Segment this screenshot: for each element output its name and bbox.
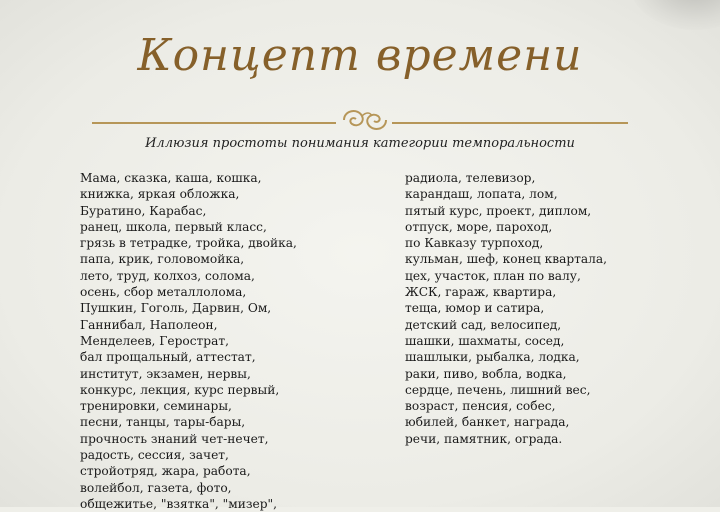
poem-line: стройотряд, жара, работа, bbox=[80, 464, 251, 479]
poem-line: шашки, шахматы, сосед, bbox=[405, 333, 565, 348]
poem-line: институт, экзамен, нервы, bbox=[80, 366, 251, 381]
divider-right bbox=[392, 122, 628, 124]
poem-line: Пушкин, Гоголь, Дарвин, Ом, bbox=[80, 301, 272, 316]
divider-left bbox=[92, 122, 336, 124]
poem-line: юбилей, банкет, награда, bbox=[405, 415, 570, 430]
poem-line: Буратино, Карабас, bbox=[80, 203, 207, 218]
poem-line: папа, крик, головомойка, bbox=[80, 252, 245, 267]
poem-line: книжка, яркая обложка, bbox=[80, 187, 240, 202]
poem-line: по Кавказу турпоход, bbox=[405, 236, 544, 251]
right-column-poem bbox=[405, 170, 607, 447]
poem-line: общежитье, "взятка", "мизер", bbox=[80, 496, 278, 511]
poem-line: ранец, школа, первый класс, bbox=[80, 219, 267, 234]
poem-line: возраст, пенсия, собес, bbox=[405, 399, 556, 414]
poem-line: карандаш, лопата, лом, bbox=[405, 187, 558, 202]
poem-line: радиола, телевизор, bbox=[405, 171, 536, 185]
poem-line: кульман, шеф, конец квартала, bbox=[405, 252, 608, 267]
poem-line: конкурс, лекция, курс первый, bbox=[80, 382, 280, 397]
poem-line: речи, памятник, ограда. bbox=[405, 431, 563, 446]
poem-line: лето, труд, колхоз, солома, bbox=[80, 268, 255, 283]
slide-subtitle: Иллюзия простоты понимания категории темпоральности bbox=[145, 136, 575, 151]
poem-line: отпуск, море, пароход, bbox=[405, 219, 553, 234]
poem-line: песни, танцы, тары-бары, bbox=[80, 415, 246, 430]
poem-line: теща, юмор и сатира, bbox=[405, 301, 545, 316]
poem-line: детский сад, велосипед, bbox=[405, 317, 562, 332]
poem-line: волейбол, газета, фото, bbox=[80, 480, 232, 495]
poem-line: Менделеев, Герострат, bbox=[80, 333, 229, 348]
poem-line: сердце, печень, лишний вес, bbox=[405, 382, 591, 397]
poem-line: Мама, сказка, каша, кошка, bbox=[80, 171, 262, 185]
scroll-ornament-icon bbox=[338, 104, 392, 134]
poem-line: пятый курс, проект, диплом, bbox=[405, 203, 592, 218]
poem-line: бал прощальный, аттестат, bbox=[80, 350, 256, 365]
left-column-poem bbox=[80, 170, 297, 512]
poem-line: Ганнибал, Наполеон, bbox=[80, 317, 218, 332]
poem-line: прочность знаний чет-нечет, bbox=[80, 431, 269, 446]
poem-line: осень, сбор металлолома, bbox=[80, 285, 247, 300]
poem-line: грязь в тетрадке, тройка, двойка, bbox=[80, 236, 297, 251]
poem-line: шашлыки, рыбалка, лодка, bbox=[405, 350, 580, 365]
poem-line: раки, пиво, вобла, водка, bbox=[405, 366, 567, 381]
poem-line: радость, сессия, зачет, bbox=[80, 448, 229, 463]
poem-line: тренировки, семинары, bbox=[80, 399, 232, 414]
slide-title: Концепт времени bbox=[137, 30, 583, 81]
poem-line: цех, участок, план по валу, bbox=[405, 268, 581, 283]
poem-line: ЖСК, гараж, квартира, bbox=[405, 285, 557, 300]
